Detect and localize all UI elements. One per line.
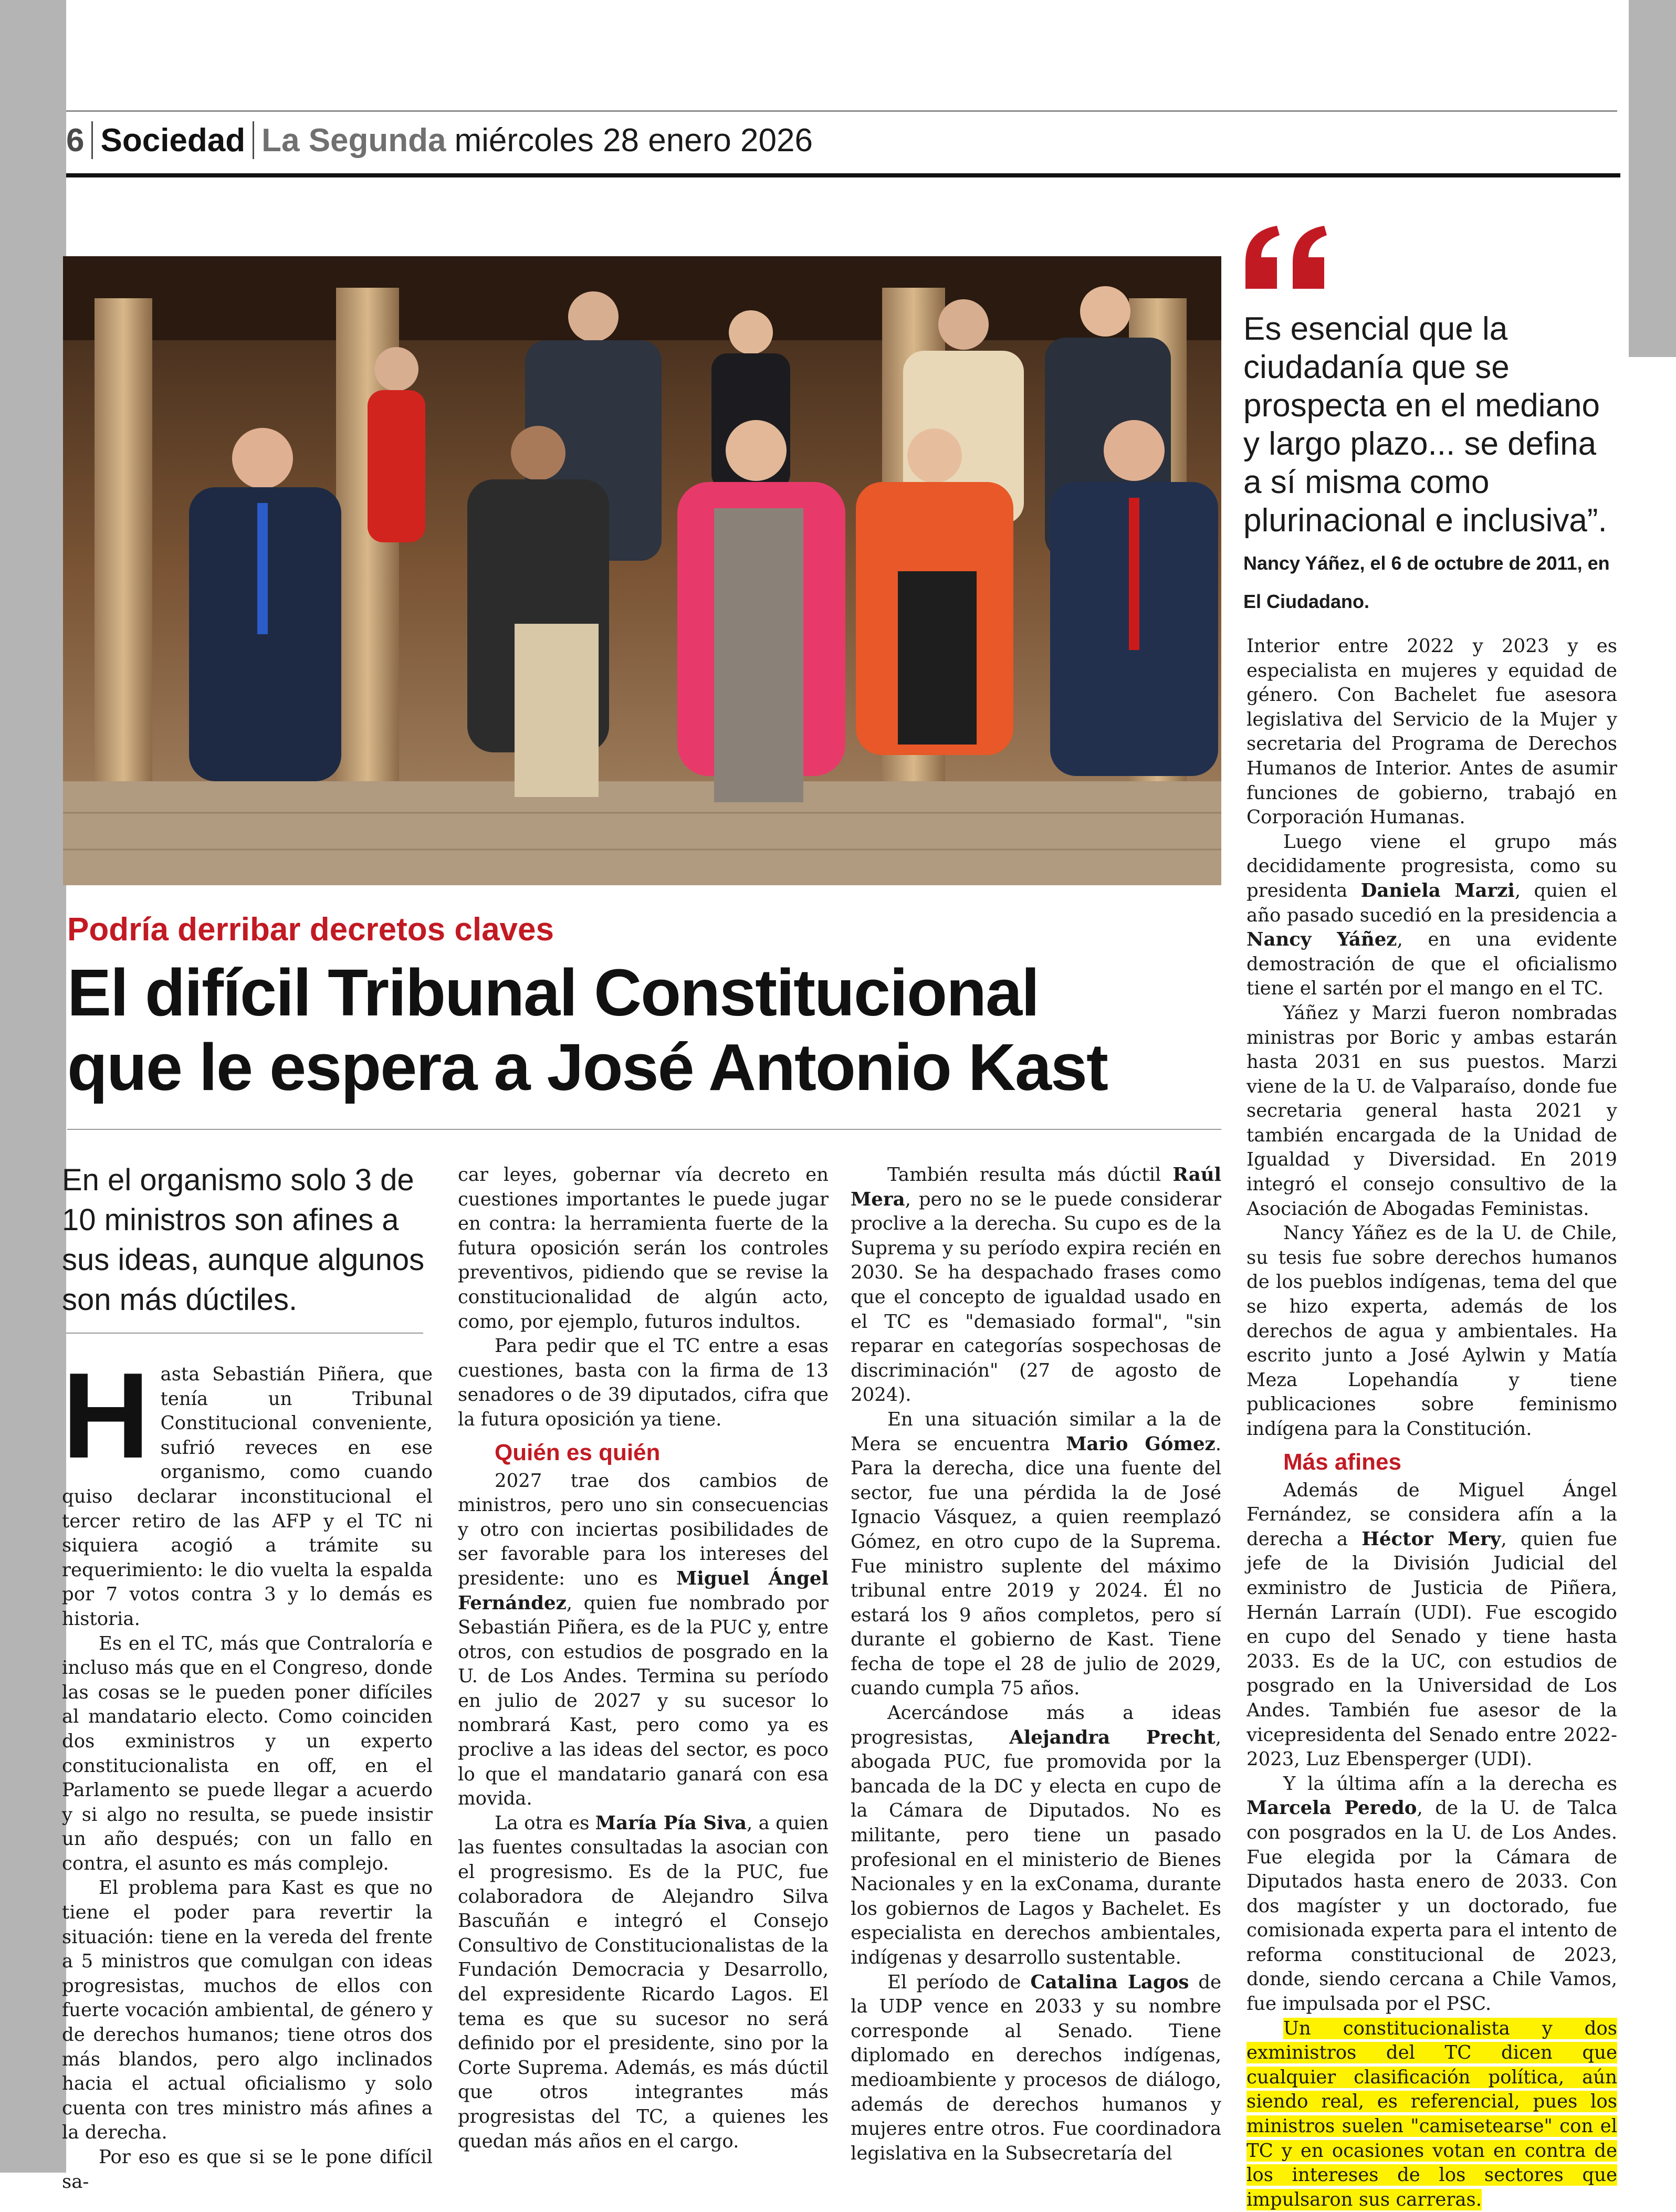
issue-date: miércoles 28 enero 2026 bbox=[454, 122, 813, 159]
person-name: Nancy Yáñez bbox=[1246, 929, 1397, 951]
header-divider bbox=[253, 121, 254, 159]
page-number: 6 bbox=[66, 122, 85, 159]
paragraph-text: , pero no se le puede considerar proclive a la derecha. Su cupo es de la Suprema y su período expira recién en 2030. Se ha despachado frases como que el concepto de igualdad usado en el TC es "demasiado formal", "sin reparar en categorías sospechosas de discriminación" (27 de agosto de 2024). bbox=[851, 1188, 1221, 1406]
newspaper-name: La Segunda bbox=[261, 122, 446, 159]
header-divider bbox=[91, 121, 93, 159]
paragraph bbox=[851, 1163, 1221, 1408]
paragraph-text: , abogada PUC, fue promovida por la bancada de la DC y electa en cupo de la Cámara de Diputados. No es militante, pero tiene un pasado profesional en el ministerio de Bienes Nacionales y en la exConama, durante los gobiernos de Lagos y Bachelet. Es especialista en derechos ambientales, indígenas y desarrollo sustentable. bbox=[851, 1726, 1222, 1968]
paragraph: Para pedir que el TC entre a esas cuestiones, basta con la firma de 13 senadores o de 39 diputados, cifra que la futura oposición ya tiene. bbox=[458, 1335, 829, 1430]
article-column-4 bbox=[1246, 634, 1617, 2212]
headline-line-1: El difícil Tribunal Constitucional bbox=[67, 956, 1039, 1030]
paragraph: Es en el TC, más que Contraloría e incluso más que en el Congreso, donde las cosas se le pueden poner difíciles al mandatario electo. Como coinciden dos exministros y un experto constitucionalista en off, en el Parlamento se puede llegar a acuerdo y si algo no resulta, se puede insistir un año después; con un fallo en contra, el asunto es más complejo. bbox=[62, 1632, 433, 1874]
article-column-3 bbox=[851, 1163, 1221, 2166]
paragraph-text: asta Sebastián Piñera, que tenía un Tribunal Constitucional conveniente, sufrió reveces en ese organismo, como cuando quiso declarar inconstitucional el tercer retiro de las AFP y el TC ni siquiera acogió a trámite su requerimiento: le dio vuelta la espalda por 7 votos contra 3 y lo demás es historia. bbox=[62, 1364, 433, 1630]
paragraph bbox=[1246, 2017, 1617, 2212]
paragraph-text: Además de Miguel Ángel Fernández, se considera afín a la derecha a bbox=[1246, 1479, 1617, 1550]
paragraph-text: de la UDP vence en 2033 y su nombre corresponde al Senado. Tiene diplomado en derechos indígenas, medioambiente y procesos de diálogo, además de derechos humanos y mujeres entre otros. Fue coordinadora legislativa en la Subsecretaría del bbox=[851, 1971, 1221, 2164]
article-column-2 bbox=[458, 1163, 829, 2154]
person-name: Héctor Mery bbox=[1361, 1528, 1501, 1550]
pull-quote bbox=[1243, 310, 1611, 616]
page-header bbox=[66, 117, 813, 164]
kicker: Podría derribar decretos claves bbox=[67, 911, 554, 948]
paragraph: Nancy Yáñez es de la U. de Chile, su tesis fue sobre derechos humanos de los pueblos indígenas, tema del que se hizo experta, además de los derechos de agua y ambientales. Ha escrito junto a José Aylwin y Matía Meza Lopehandía y tiene publicaciones sobre feminismo indígena para la Constitución. bbox=[1246, 1222, 1617, 1440]
person-name: Marcela Peredo bbox=[1246, 1797, 1417, 1819]
subhead-quien-es-quien: Quién es quién bbox=[495, 1439, 661, 1465]
paragraph: Yáñez y Marzi fueron nombradas ministras por Boric y ambas estarán hasta 2031 en sus puestos. Marzi viene de la U. de Valparaíso, donde fue secretaria general hasta 2021 y también encargada de la Unidad de Igualdad y Diversidad. En 2019 integró el consejo consultivo de la Asociación de Abogadas Feministas. bbox=[1246, 1002, 1617, 1220]
paragraph-text: Luego viene el grupo más decididamente progresista, como su presidenta bbox=[1246, 831, 1617, 901]
person-name: Raúl Mera bbox=[851, 1164, 1221, 1210]
paragraph: El problema para Kast es que no tiene el poder para revertir la situación: tiene en la vereda del frente a 5 ministros que comulgan con ideas progresistas, muchos de ellos con fuerte vocación ambiental, de género y de derechos humanos; tiene otros dos más blandos, pero algo inclinados hacia el actual oficialismo y solo cuenta con tres ministro más afines a la derecha. bbox=[62, 1877, 433, 2144]
pull-quote-attribution: Nancy Yáñez, el 6 de octubre de 2011, en El Ciudadano. bbox=[1243, 552, 1610, 612]
paragraph-text: Y la última afín a la derecha es bbox=[1283, 1773, 1617, 1795]
paragraph: Interior entre 2022 y 2023 y es especialista en mujeres y equidad de género. Con Bachelet fue asesora legislativa del Servicio de la Mujer y secretaria del Programa de Derechos Humanos de Interior. Antes de asumir funciones de gobierno, trabajó en Corporación Humanas. bbox=[1246, 635, 1617, 829]
section-name: Sociedad bbox=[100, 122, 246, 159]
person-name: Alejandra Precht bbox=[1009, 1726, 1216, 1748]
paragraph-text: , quien el año pasado sucedió en la presidencia a bbox=[1246, 879, 1617, 926]
paragraph bbox=[1246, 1772, 1617, 2017]
article-deck: En el organismo solo 3 de 10 ministros son afines a sus ideas, aunque algunos son más dúctiles. bbox=[62, 1163, 425, 1317]
paragraph-text: , quien fue nombrado por Sebastián Piñera, es de la PUC y, entre otros, con estudios de posgrado en la U. de Los Andes. Termina su período en julio de 2027 y su sucesor lo nombrará Kast, pero como ya es proclive a las ideas del sector, es poco lo que el mandatario ganará con esa movida. bbox=[458, 1592, 829, 1810]
paragraph-text: La otra es bbox=[495, 1812, 595, 1834]
person-name: María Pía Siva bbox=[595, 1812, 747, 1834]
paragraph bbox=[458, 1811, 829, 2154]
paragraph-text: También resulta más dúctil bbox=[887, 1164, 1173, 1186]
person-name: Daniela Marzi bbox=[1360, 879, 1515, 901]
paragraph-text: , a quien las fuentes consultadas la asocian con el progresismo. Es de la PUC, fue colaboradora de Alejandro Silva Bascuñán e integró el Consejo Consultivo de Constitucionalistas de la Fundación Democracia y Desarrollo, del expresidente Ricardo Lagos. El tema es que su sucesor no será definido por el presidente, sino por la Corte Suprema. Además, es más dúctil que otros integrantes más progresistas del TC, a quienes les quedan más años en el cargo. bbox=[458, 1812, 829, 2152]
headline-line-2: que le espera a José Antonio Kast bbox=[67, 1030, 1107, 1104]
gray-backdrop-left bbox=[0, 0, 66, 2173]
person-name: Miguel Ángel Fernández bbox=[458, 1567, 829, 1614]
paragraph bbox=[1246, 830, 1617, 1001]
person-name: Catalina Lagos bbox=[1030, 1971, 1189, 1993]
paragraph-text: Acercándose más a ideas progresistas, bbox=[851, 1702, 1221, 1748]
paragraph bbox=[1246, 1479, 1617, 1772]
paragraph bbox=[851, 1970, 1221, 2166]
headline-rule bbox=[67, 1129, 1221, 1130]
paragraph-text: , de la U. de Talca con posgrados en la U. de Los Andes. Fue elegida por la Cámara de Diputados hasta enero de 2033. Con dos magíster y un doctorado, fue comisionada experta para el intento de reforma constitucional de 2023, donde, siendo cercana a Chile Vamos, fue impulsada por el PSC. bbox=[1246, 1797, 1617, 2015]
paragraph bbox=[62, 1348, 433, 1632]
paragraph-text: En una situación similar a la de Mera se encuentra bbox=[851, 1408, 1221, 1455]
header-top-rule bbox=[66, 110, 1617, 112]
paragraph-text: , quien fue jefe de la División Judicial del exministro de Justicia de Piñera, Hernán Larraín (UDI). Fue escogido en cupo del Senado y tiene hasta 2033. Es de la UC, con estudios de posgrado en la Universidad de Los Andes. También fue asesor de la vicepresidenta del Senado entre 2022-2023, Luz Ebensperger (UDI). bbox=[1246, 1528, 1617, 1770]
deck-rule bbox=[66, 1333, 423, 1334]
header-rule bbox=[66, 173, 1620, 177]
paragraph: car leyes, gobernar vía decreto en cuestiones importantes le puede jugar en contra: la herramienta fuerte de la futura oposición serán los controles preventivos, pidiendo que se revise la constitucionalidad de algún acto, como, por ejemplo, futuros indultos. bbox=[458, 1164, 829, 1333]
paragraph bbox=[851, 1701, 1221, 1970]
paragraph-text: El período de bbox=[887, 1971, 1031, 1993]
quote-mark-icon bbox=[1240, 226, 1335, 294]
paragraph: Por eso es que si se le pone difícil sa- bbox=[62, 2146, 433, 2193]
paragraph-text: 2027 trae dos cambios de ministros, pero uno sin consecuencias y otro con inciertas posibilidades de ser favorable para los intereses del presidente: uno es bbox=[458, 1470, 829, 1589]
paragraph-text: , en una evidente demostración de que el oficialismo tiene el sartén por el mango en el TC. bbox=[1246, 929, 1617, 1000]
subhead-mas-afines: Más afines bbox=[1283, 1449, 1401, 1475]
paragraph-text: . Para la derecha, dice una fuente del sector, fue una pérdida la de José Ignacio Vásquez, a quien reemplazó Gómez, en otro cupo de la Suprema. Fue ministro suplente del máximo tribunal entre 2019 y 2024. Él no estará los 9 años completos, pero sí durante el gobierno de Kast. Tiene fecha de tope el 28 de julio de 2029, cuando cumpla 75 años. bbox=[851, 1433, 1221, 1700]
article-column-1 bbox=[62, 1348, 433, 2194]
group-portrait-photo bbox=[63, 256, 1221, 885]
highlighted-text: Un constitucionalista y dos exministros del TC dicen que cualquier clasificación política, aún siendo real, es referencial, pues los ministros suelen "camisetearse" con el TC y en ocasiones votan en contra de los intereses de los sectores que impulsaron sus carreras. bbox=[1246, 2017, 1617, 2210]
drop-cap: H bbox=[62, 1348, 150, 1484]
paragraph bbox=[851, 1408, 1221, 1701]
person-name: Mario Gómez bbox=[1066, 1433, 1216, 1455]
headline bbox=[67, 956, 1233, 1105]
paragraph bbox=[458, 1469, 829, 1811]
pull-quote-text: Es esencial que la ciudadanía que se prospecta en el mediano y largo plazo... se defina a sí misma como plurinacional e inclusiva”. bbox=[1243, 311, 1607, 539]
